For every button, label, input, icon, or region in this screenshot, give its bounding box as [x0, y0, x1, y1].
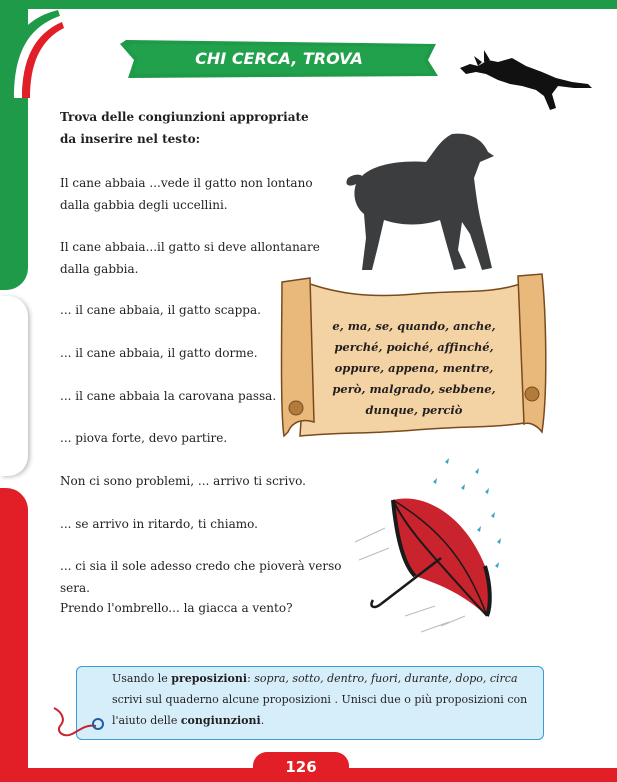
page-number: 126	[253, 752, 349, 782]
page-title: CHI CERCA, TROVA	[195, 49, 363, 68]
instruction-heading: Trova delle congiunzioni appropriate da inserire nel testo:	[60, 110, 309, 146]
exercise-sentence: Prendo l'ombrello... la giacca a vento?	[60, 601, 293, 615]
conjunction-line: oppure, appena, mentre,	[334, 361, 494, 375]
conjunction-list	[318, 316, 510, 421]
exercise-sentence: Non ci sono problemi, ... arrivo ti scrivo.	[60, 474, 306, 488]
conjunction-line: perché, poiché, affinché,	[334, 340, 494, 354]
exercise-sentence: ... piova forte, devo partire.	[60, 431, 228, 445]
umbrella-rain-icon	[345, 456, 510, 641]
side-band-red	[0, 488, 28, 782]
note-keyword-preposizioni: preposizioni	[171, 672, 248, 685]
note-keyword-congiunzioni: congiunzioni	[180, 714, 261, 727]
exercise-sentence: Il cane abbaia...il gatto si deve allontanare dalla gabbia.	[60, 240, 320, 276]
note-preposition-list: sopra, sotto, dentro, fuori, durante, dopo, circa	[254, 672, 518, 685]
note-text-part: .	[260, 714, 265, 727]
string-knot-icon	[52, 704, 112, 744]
exercise-sentence: ... il cane abbaia, il gatto dorme.	[60, 346, 258, 360]
exercise-sentence: ... il cane abbaia la carovana passa.	[60, 389, 277, 403]
conjunction-line: però, malgrado, sebbene,	[332, 382, 496, 396]
conjunction-line: e, ma, se, quando, anche,	[332, 319, 496, 333]
conjunction-line: dunque, perciò	[365, 403, 463, 417]
exercise-sentence: ... se arrivo in ritardo, ti chiamo.	[60, 517, 258, 531]
exercise-sentence: ... ci sia il sole adesso credo che pioverà verso sera.	[60, 559, 342, 595]
jumping-cat-silhouette-icon	[456, 38, 596, 118]
exercise-sentence: ... il cane abbaia, il gatto scappa.	[60, 303, 261, 317]
note-text-part: Usando le	[112, 672, 172, 685]
top-band	[0, 0, 617, 9]
italian-flag-swoosh-icon	[0, 0, 70, 100]
side-band-white	[0, 296, 28, 476]
note-text	[112, 668, 532, 731]
note-text-part: scrivi sul quaderno alcune proposizioni . Unisci due o più proposizioni con l'aiuto delle	[112, 693, 528, 727]
note-text-part: :	[247, 672, 255, 685]
barking-dog-silhouette-icon	[342, 130, 502, 275]
exercise-sentence: Il cane abbaia ...vede il gatto non lontano dalla gabbia degli uccellini.	[60, 176, 313, 212]
